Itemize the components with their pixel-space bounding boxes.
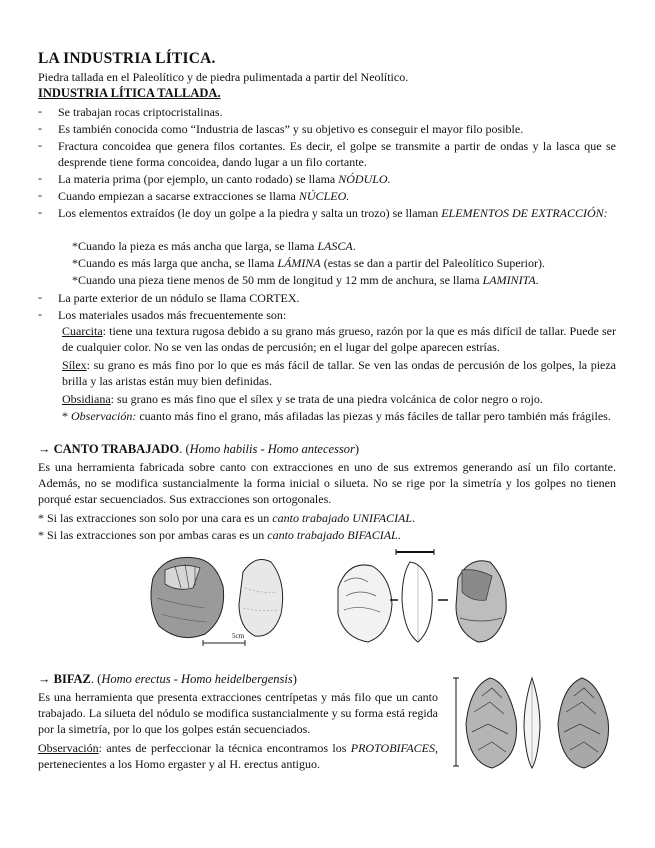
section-subtitle: INDUSTRIA LÍTICA TALLADA. (38, 86, 221, 100)
page-title: LA INDUSTRIA LÍTICA. (38, 50, 216, 67)
canto-heading: → CANTO TRABAJADO. (Homo habilis - Homo antecessor) (38, 442, 360, 456)
canto-description: Es una herramienta fabricada sobre canto con extracciones en uno de sus extremos generando así un filo cortante. Además, no se modifica sustancialmente la forma inicial o silueta. No se rige por la simetría y los golpes no tienen porqué estar secuenciados. Sus extracciones son ortogonales. (38, 460, 616, 506)
sub-item-lamina: *Cuando es más larga que ancha, se llama LÁMINA (estas se dan a partir del Paleolítico Superior). (72, 256, 545, 270)
bullet-dash: - (38, 138, 42, 152)
bullet-4: La materia prima (por ejemplo, un canto rodado) se llama NÓDULO. (58, 172, 391, 186)
bullet-7: La parte exterior de un nódulo se llama CORTEX. (58, 291, 300, 305)
material-silex: Sílex: su grano es más fino por lo que es más fácil de tallar. Se ven las ondas de percusión de los golpes, la pieza brilla y las aristas están muy bien definidas. (62, 358, 616, 388)
bifaz-heading: → BIFAZ. (Homo erectus - Homo heidelbergensis) (38, 672, 297, 686)
scale-label: 5cm (232, 632, 245, 640)
bullet-dash: - (38, 307, 42, 321)
bullet-5: Cuando empiezan a sacarse extracciones se llama NÚCLEO. (58, 189, 350, 203)
bullet-dash: - (38, 104, 42, 118)
bullet-1: Se trabajan rocas criptocristalinas. (58, 105, 223, 119)
canto-unifacial: * Si las extracciones son solo por una cara es un canto trabajado UNIFACIAL. (38, 511, 416, 525)
bullet-dash: - (38, 121, 42, 135)
bullet-dash: - (38, 205, 42, 219)
bullet-3: Fractura concoidea que genera filos cortantes. Es decir, el golpe se transmite a partir de ondas y la lasca que se desprende tiene forma concoidea, dando lugar a un filo cortante. (58, 139, 616, 169)
bullet-8: Los materiales usados más frecuentemente son: (58, 308, 287, 322)
sub-item-lasca: *Cuando la pieza es más ancha que larga, se llama LASCA. (72, 239, 356, 253)
bullet-6: Los elementos extraídos (le doy un golpe a la piedra y salta un trozo) se llaman ELEMENTOS DE EXTRACCIÓN: (58, 206, 608, 220)
material-cuarcita: Cuarcita: tiene una textura rugosa debido a su grano más grueso, razón por la que es más difícil de tallar. Puede ser de cualquier color. No se ven las ondas de percusión; en el lugar del golpe aparecen estrías. (62, 324, 616, 354)
bullet-dash: - (38, 188, 42, 202)
bifaz-illustration (448, 672, 620, 772)
canto-bifacial-illustration (330, 548, 530, 650)
intro-text: Piedra tallada en el Paleolítico y de piedra pulimentada a partir del Neolítico. (38, 70, 409, 84)
bullet-2: Es también conocida como “Industria de lascas” y su objetivo es conseguir el mayor filo posible. (58, 122, 524, 136)
canto-unifacial-illustration (145, 548, 295, 648)
bullet-dash: - (38, 290, 42, 304)
canto-bifacial: * Si las extracciones son por ambas caras es un canto trabajado BIFACIAL. (38, 528, 401, 542)
material-obsidiana: Obsidiana: su grano es más fino que el sílex y se trata de una piedra volcánica de color negro o rojo. (62, 392, 543, 406)
bifaz-description: Es una herramienta que presenta extracciones centrípetas y más filo que un canto trabajado. La silueta del nódulo se modifica sustancialmente y su forma está regida por la simetría, por lo que los golpes están secuenciados. (38, 690, 438, 736)
bullet-dash: - (38, 171, 42, 185)
material-observacion: * Observación: cuanto más fino el grano, más afiladas las piezas y más fáciles de tallar pero también más frágiles. (62, 409, 611, 423)
sub-item-laminita: *Cuando una pieza tiene menos de 50 mm de longitud y 12 mm de anchura, se llama LAMINITA. (72, 273, 539, 287)
bifaz-observation: Observación: antes de perfeccionar la técnica encontramos los PROTOBIFACES, pertenecientes a los Homo ergaster y al H. erectus antiguo. (38, 741, 438, 771)
